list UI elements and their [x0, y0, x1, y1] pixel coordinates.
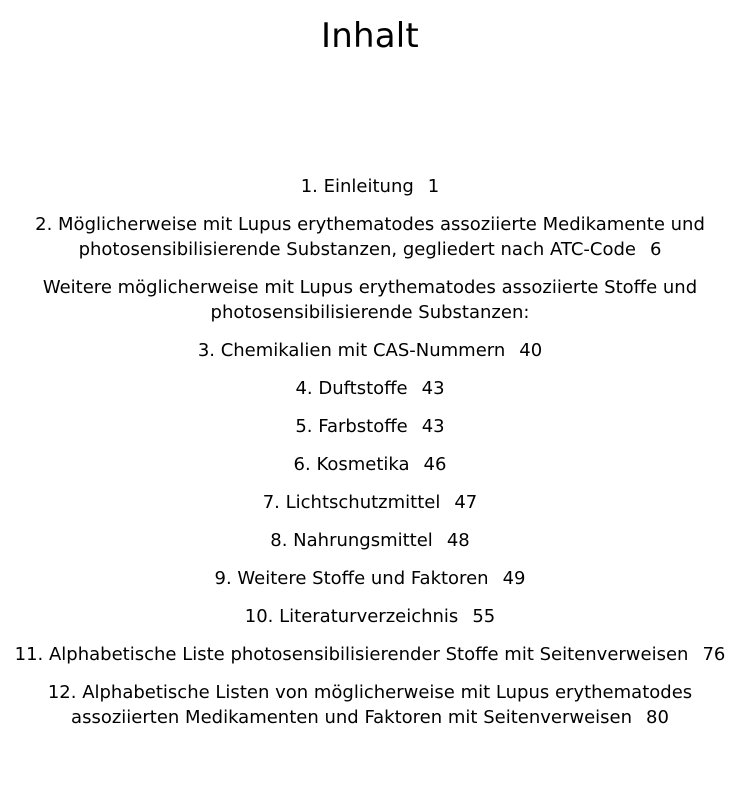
toc-entry-title: 3. Chemikalien mit CAS-Nummern — [197, 340, 506, 361]
toc-entry-title: Weitere möglicherweise mit Lupus erythematodes assoziierte Stoffe und photosensibilisierende Substanzen: — [42, 277, 698, 323]
toc-entry — [12, 490, 728, 515]
toc-entry-title: 2. Möglicherweise mit Lupus erythematodes assoziierte Medikamente und photosensibilisierende Substanzen, gegliedert nach ATC-Code — [35, 214, 705, 260]
toc-entry — [12, 528, 728, 553]
toc-entry-title: 7. Lichtschutzmittel — [262, 492, 441, 513]
toc-entry — [12, 414, 728, 439]
toc-entry — [12, 642, 728, 667]
toc-entry — [12, 604, 728, 629]
toc-entry-page-number: 6 — [649, 239, 662, 260]
toc-entry-page-number: 48 — [446, 530, 470, 551]
toc-entry-page-number: 1 — [427, 176, 440, 197]
toc-entry-page-number: 40 — [519, 340, 543, 361]
toc-entry-page-number: 55 — [472, 606, 496, 627]
toc-entry-title: 9. Weitere Stoffe und Faktoren — [214, 568, 489, 589]
toc-entry-page-number: 43 — [421, 416, 445, 437]
toc-entry-page-number: 76 — [702, 644, 726, 665]
toc-entry-title: 10. Literaturverzeichnis — [244, 606, 459, 627]
toc-entry — [12, 174, 728, 199]
toc-entry-title: 11. Alphabetische Liste photosensibilisierender Stoffe mit Seitenverweisen — [14, 644, 689, 665]
toc-entry — [12, 680, 728, 730]
toc-entry — [12, 338, 728, 363]
toc-entry — [12, 275, 728, 325]
toc-entry-title: 6. Kosmetika — [293, 454, 410, 475]
table-of-contents — [12, 174, 728, 743]
toc-entry-page-number: 49 — [502, 568, 526, 589]
page-title: Inhalt — [321, 16, 419, 56]
toc-entry — [12, 452, 728, 477]
toc-entry — [12, 376, 728, 401]
toc-entry-title: 1. Einleitung — [300, 176, 414, 197]
toc-entry — [12, 212, 728, 262]
toc-entry — [12, 566, 728, 591]
toc-entry-page-number: 47 — [454, 492, 478, 513]
toc-entry-page-number: 46 — [423, 454, 447, 475]
toc-entry-page-number: 80 — [646, 707, 669, 728]
toc-entry-title: 12. Alphabetische Listen von möglicherweise mit Lupus erythematodes assoziierten Medikamenten und Faktoren mit Seitenverweisen — [47, 682, 693, 728]
toc-entry-title: 8. Nahrungsmittel — [270, 530, 433, 551]
toc-entry-page-number: 43 — [421, 378, 445, 399]
toc-entry-title: 5. Farbstoffe — [295, 416, 408, 437]
toc-entry-title: 4. Duftstoffe — [295, 378, 408, 399]
